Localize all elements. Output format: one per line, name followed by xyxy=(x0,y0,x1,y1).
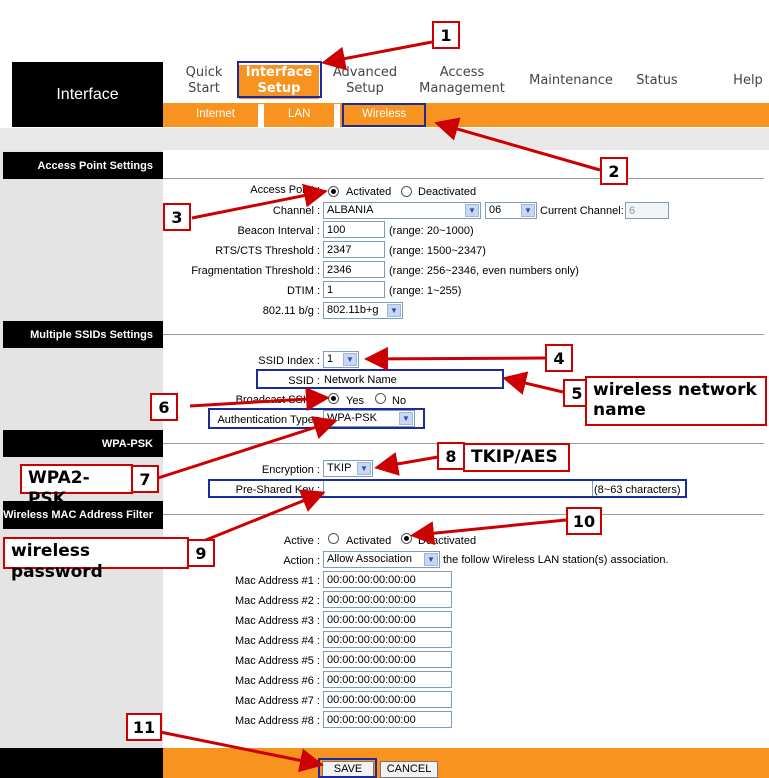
subnav-wireless[interactable]: Wireless xyxy=(362,108,407,120)
mac-filter-activated-radio[interactable] xyxy=(328,533,339,544)
broadcast-no-label: No xyxy=(392,395,407,407)
annotation-wireless-password: wireless password xyxy=(3,537,189,569)
header-spacer-bar xyxy=(0,128,769,150)
annotation-number: 3 xyxy=(163,203,191,231)
mac-address-input[interactable]: 00:00:00:00:00:00 xyxy=(323,671,452,688)
mac-address-label: Mac Address #8 : xyxy=(235,715,320,727)
highlight-box xyxy=(256,369,504,389)
nav-quick-start[interactable]: Quick Start xyxy=(185,65,223,96)
nav-help[interactable]: Help xyxy=(733,73,763,88)
wireless-mode-select[interactable]: 802.11b+g ▼ xyxy=(323,302,403,319)
annotation-number: 11 xyxy=(126,713,162,741)
brand-logo: Interface xyxy=(12,62,163,127)
arrow-8 xyxy=(380,457,438,467)
arrow-10 xyxy=(416,520,566,535)
mac-address-input[interactable]: 00:00:00:00:00:00 xyxy=(323,571,452,588)
annotation-wpa2-psk: WPA2-PSK xyxy=(20,464,133,494)
dtim-input[interactable]: 1 xyxy=(323,281,385,298)
rts-range-note: (range: 1500~2347) xyxy=(389,245,486,257)
arrow-4 xyxy=(370,358,545,359)
mac-address-label: Mac Address #5 : xyxy=(235,655,320,667)
highlight-box xyxy=(237,61,322,98)
fragmentation-range-note: (range: 256~2346, even numbers only) xyxy=(389,265,579,277)
save-button[interactable]: SAVE xyxy=(322,761,374,778)
access-point-activated-radio[interactable] xyxy=(328,186,339,197)
dtim-label: DTIM : xyxy=(287,285,320,297)
pre-shared-key-label: Pre-Shared Key : xyxy=(235,484,320,496)
highlight-box xyxy=(342,103,426,127)
annotation-number: 6 xyxy=(150,393,178,421)
chevron-down-icon: ▼ xyxy=(521,204,535,217)
encryption-select[interactable]: TKIP ▼ xyxy=(323,460,373,477)
deactivated-label: Deactivated xyxy=(418,186,477,198)
broadcast-yes-label: Yes xyxy=(346,395,364,407)
authentication-type-select[interactable]: WPA-PSK ▼ xyxy=(323,410,415,427)
mac-address-input[interactable]: 00:00:00:00:00:00 xyxy=(323,691,452,708)
chevron-down-icon: ▼ xyxy=(399,412,413,425)
rts-threshold-label: RTS/CTS Threshold : xyxy=(215,245,320,257)
chevron-down-icon: ▼ xyxy=(357,462,371,475)
mac-address-label: Mac Address #4 : xyxy=(235,635,320,647)
dtim-range-note: (range: 1~255) xyxy=(389,285,462,297)
rts-threshold-input[interactable]: 2347 xyxy=(323,241,385,258)
divider xyxy=(163,178,764,179)
mac-filter-active-label: Active : xyxy=(283,535,320,547)
annotation-tkip-aes: TKIP/AES xyxy=(463,443,570,472)
channel-number-select[interactable]: 06 ▼ xyxy=(485,202,537,219)
mac-deactivated-label: Deactivated xyxy=(418,535,477,547)
annotation-number: 9 xyxy=(187,539,215,567)
arrow-5 xyxy=(508,379,563,392)
fragmentation-input[interactable]: 2346 xyxy=(323,261,385,278)
annotation-number: 4 xyxy=(545,344,573,372)
encryption-label: Encryption : xyxy=(261,464,320,476)
divider xyxy=(163,514,764,515)
current-channel-label: Current Channel: xyxy=(540,205,624,217)
current-channel-field: 6 xyxy=(625,202,669,219)
chevron-down-icon: ▼ xyxy=(424,553,438,566)
section-access-point-settings: Access Point Settings xyxy=(3,152,163,179)
mac-action-note: the follow Wireless LAN station(s) association. xyxy=(443,554,669,566)
nav-status[interactable]: Status xyxy=(636,73,678,88)
mac-address-input[interactable]: 00:00:00:00:00:00 xyxy=(323,651,452,668)
ssid-label: SSID : xyxy=(288,375,320,387)
footer-left xyxy=(0,748,163,778)
ssid-input[interactable]: Network Name xyxy=(324,374,397,386)
nav-maintenance[interactable]: Maintenance xyxy=(529,73,613,88)
mac-address-input[interactable]: 00:00:00:00:00:00 xyxy=(323,711,452,728)
nav-access-management[interactable]: Access Management xyxy=(419,65,505,96)
subnav-lan[interactable]: LAN xyxy=(288,108,311,120)
mac-address-label: Mac Address #2 : xyxy=(235,595,320,607)
fragmentation-label: Fragmentation Threshold : xyxy=(191,265,320,277)
ssid-index-select[interactable]: 1 ▼ xyxy=(323,351,359,368)
mac-address-input[interactable]: 00:00:00:00:00:00 xyxy=(323,611,452,628)
section-wpa-psk: WPA-PSK xyxy=(3,430,163,457)
mac-address-label: Mac Address #1 : xyxy=(235,575,320,587)
chevron-down-icon: ▼ xyxy=(387,304,401,317)
annotation-number: 10 xyxy=(566,507,602,535)
annotation-number: 1 xyxy=(432,21,460,49)
mac-address-input[interactable]: 00:00:00:00:00:00 xyxy=(323,631,452,648)
chevron-down-icon: ▼ xyxy=(343,353,357,366)
annotation-number: 5 xyxy=(563,379,591,407)
beacon-interval-label: Beacon Interval : xyxy=(237,225,320,237)
section-multiple-ssids: Multiple SSIDs Settings xyxy=(3,321,163,348)
mac-action-select[interactable]: Allow Association ▼ xyxy=(323,551,440,568)
mac-filter-deactivated-radio[interactable] xyxy=(401,533,412,544)
access-point-deactivated-radio[interactable] xyxy=(401,186,412,197)
annotation-wireless-network-name: wireless network name xyxy=(585,376,767,426)
mac-address-label: Mac Address #7 : xyxy=(235,695,320,707)
activated-label: Activated xyxy=(346,186,392,198)
broadcast-yes-radio[interactable] xyxy=(328,393,339,404)
sub-navigation-bar xyxy=(163,103,769,127)
authentication-type-label: Authentication Type : xyxy=(217,414,320,426)
subnav-separator xyxy=(334,104,340,127)
channel-country-select[interactable]: ALBANIA ▼ xyxy=(323,202,481,219)
access-point-label: Access Point : xyxy=(250,184,320,196)
arrow-1 xyxy=(327,42,432,62)
annotation-number: 8 xyxy=(437,442,465,470)
psk-length-note: (8~63 characters) xyxy=(594,484,681,496)
divider xyxy=(163,334,764,335)
highlight-box xyxy=(318,758,377,778)
subnav-internet[interactable]: Internet xyxy=(196,108,235,120)
broadcast-no-radio[interactable] xyxy=(375,393,386,404)
cancel-button[interactable]: CANCEL xyxy=(380,761,438,778)
beacon-interval-input[interactable]: 100 xyxy=(323,221,385,238)
nav-advanced-setup[interactable]: Advanced Setup xyxy=(332,65,398,96)
mac-action-label: Action : xyxy=(283,555,320,567)
mac-address-label: Mac Address #3 : xyxy=(235,615,320,627)
section-mac-filter: Wireless MAC Address Filter xyxy=(3,501,163,529)
broadcast-ssid-label: Broadcast SSID : xyxy=(235,394,320,406)
highlight-box xyxy=(208,408,425,429)
chevron-down-icon: ▼ xyxy=(465,204,479,217)
mac-activated-label: Activated xyxy=(346,535,392,547)
wireless-mode-label: 802.11 b/g : xyxy=(262,305,320,317)
ssid-index-label: SSID Index : xyxy=(258,355,320,367)
mac-address-label: Mac Address #6 : xyxy=(235,675,320,687)
highlight-box xyxy=(208,479,687,498)
footer-bar xyxy=(163,748,769,778)
annotation-number: 2 xyxy=(600,157,628,185)
beacon-range-note: (range: 20~1000) xyxy=(389,225,474,237)
subnav-separator xyxy=(258,104,264,127)
mac-address-input[interactable]: 00:00:00:00:00:00 xyxy=(323,591,452,608)
nav-interface-setup[interactable]: Interface Setup xyxy=(239,65,319,99)
channel-label: Channel : xyxy=(272,205,320,217)
annotation-number: 7 xyxy=(131,465,159,493)
